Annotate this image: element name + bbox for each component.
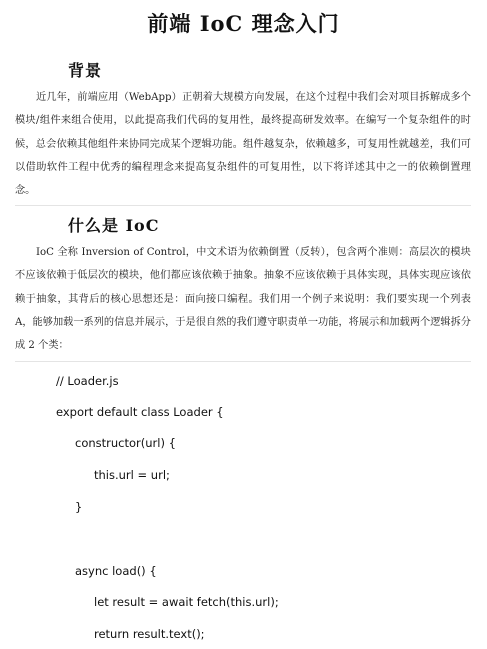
section-divider — [15, 205, 471, 206]
code-line: constructor(url) { — [75, 436, 176, 450]
code-line: } — [75, 500, 83, 514]
code-line: // Loader.js — [56, 374, 119, 388]
code-line: async load() { — [75, 564, 157, 578]
background-paragraph: 近几年，前端应用（WebApp）正朝着大规模方向发展，在这个过程中我们会对项目拆解成多个模块/组件来组合使用，以此提高我们代码的复用性，最终提高研发效率。在编写一个复杂组件的时候，总会依赖其他组件来协同完成某个逻辑功能。组件越复杂，依赖越多，可复用性就越差，我们可以借助软件工程中优秀的编程理念来提高复杂组件的可复用性，以下将详述其中之一的依赖倒置理念。 — [15, 92, 471, 197]
code-line: return result.text(); — [94, 627, 205, 641]
section-heading-background: 背景 — [68, 61, 103, 80]
ioc-paragraph: IoC 全称 Inversion of Control，中文术语为依赖倒置（反转），包含两个准则：高层次的模块不应该依赖于低层次的模块，他们都应该依赖于抽象。抽象不应该依赖于具体实现，具体实现应该依赖于抽象，其背后的核心思想还是：面向接口编程。我们用一个例子来说明：我们要实现一个列表 A，能够加载一系列的信息并展示，于是很自然的我们遵守职责单一功能，将展示和加载两个逻辑拆分成 2 个类： — [15, 247, 471, 352]
section-divider — [15, 361, 471, 362]
section-heading-ioc: 什么是 IoC — [68, 216, 160, 235]
code-line: export default class Loader { — [56, 405, 224, 419]
page-title: 前端 IoC 理念入门 — [147, 11, 340, 36]
code-line: this.url = url; — [94, 468, 170, 482]
code-line: let result = await fetch(this.url); — [94, 595, 279, 609]
